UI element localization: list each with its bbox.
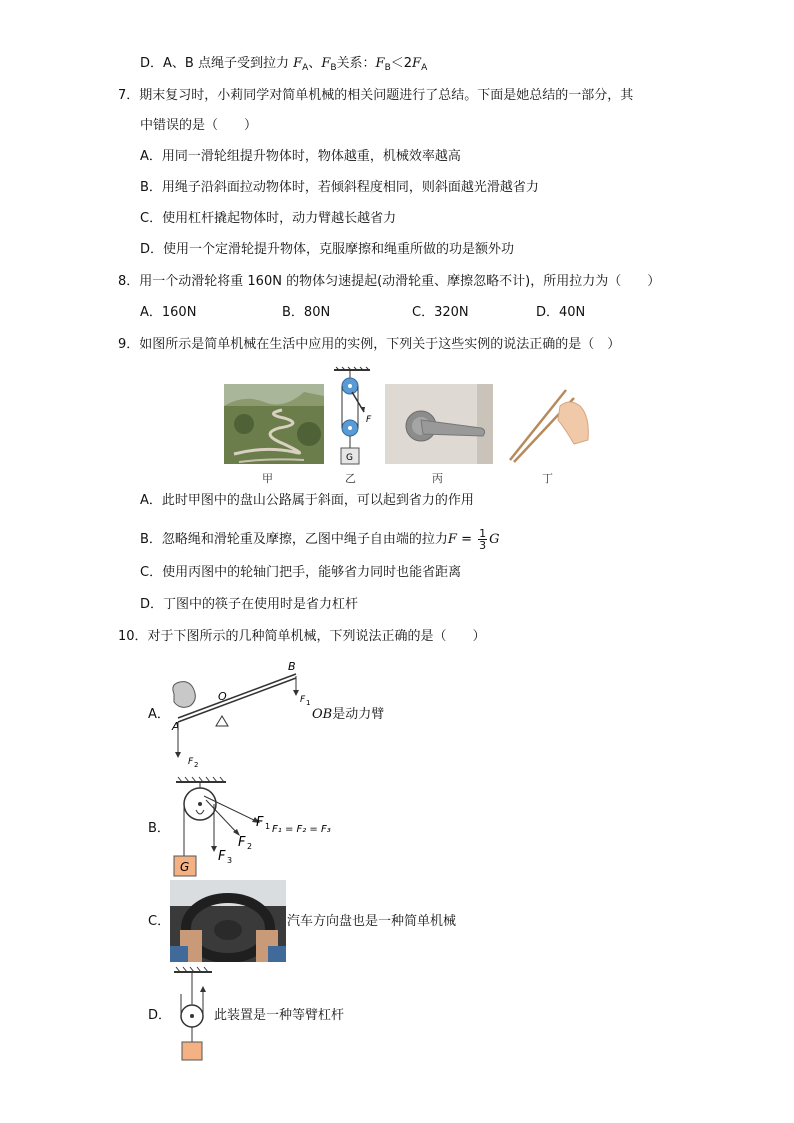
- q9-caption-yi: 乙: [345, 472, 356, 485]
- q10-a-lever-diagram: [166, 656, 316, 771]
- q9-option-c: C．使用丙图中的轮轴门把手，能够省力同时也能省距离: [140, 565, 462, 580]
- q9-option-a: A．此时甲图中的盘山公路属于斜面，可以起到省力的作用: [140, 493, 474, 508]
- q10-a-f2-sub: 2: [194, 761, 199, 769]
- q8-option-a: A．160N: [140, 305, 197, 320]
- q9-fig-g-label: G: [346, 453, 353, 463]
- q10-a-f1-label: F: [300, 695, 306, 705]
- q10-stem: 10．对于下图所示的几种简单机械，下列说法正确的是（ ）: [118, 629, 486, 644]
- q9-caption-bing: 丙: [432, 472, 443, 485]
- q8-option-c: C．320N: [412, 305, 469, 320]
- q9-fig-ding-chopsticks: [504, 384, 592, 464]
- q9-fig-yi-pulley: [330, 366, 380, 466]
- q10-b-pulley-diagram: [170, 774, 350, 878]
- q6-d-text: A、B 点绳子受到拉力: [163, 56, 294, 71]
- q6-d-fa-sub: A: [302, 63, 309, 73]
- q10-b-f2-sub: 2: [247, 842, 253, 851]
- q6-d-fb-sub: B: [330, 63, 337, 73]
- q9-b-g: G: [489, 532, 500, 547]
- q8-option-d: D．40N: [536, 305, 586, 320]
- q10-a-desc: 是动力臂: [332, 707, 385, 722]
- q9-b-eq: =: [456, 532, 477, 547]
- q10-d-text: 此装置是一种等臂杠杆: [214, 1008, 345, 1023]
- q10-c-label: C．: [148, 914, 171, 929]
- q10-a-a-label: A: [172, 720, 180, 733]
- q9-b-f: F: [447, 532, 457, 547]
- q10-a-text: [312, 706, 384, 724]
- q10-a-label: A．: [148, 707, 170, 722]
- q10-b-f3-label: F: [218, 849, 226, 864]
- q9-fig-bing-door-handle: [385, 384, 493, 464]
- q10-c-text: 汽车方向盘也是一种简单机械: [287, 914, 457, 929]
- q7-stem-line1: 7．期末复习时，小莉同学对简单机械的相关问题进行了总结。下面是她总结的一部分，其: [118, 88, 634, 103]
- q9-option-d: D．丁图中的筷子在使用时是省力杠杆: [140, 597, 359, 612]
- q6-d-rel-expr: F: [375, 56, 385, 71]
- q6-d-fb: F: [321, 56, 331, 71]
- q9-fig-f-label: F: [366, 415, 372, 425]
- q6-d-rel: 关系：: [336, 56, 376, 71]
- q7-option-c: C．使用杠杆撬起物体时，动力臂越长越省力: [140, 211, 397, 226]
- q10-a-o-label: O: [218, 690, 227, 703]
- q9-b-text: B．忽略绳和滑轮重及摩擦，乙图中绳子自由端的拉力: [140, 532, 448, 547]
- q6-d-sep: 、: [308, 56, 322, 71]
- q7-option-a: A．用同一滑轮组提升物体时，物体越重，机械效率越高: [140, 149, 461, 164]
- q9-caption-ding: 丁: [542, 472, 553, 485]
- q10-d-pulley-diagram: [172, 964, 218, 1064]
- q10-c-steering-wheel-photo: [170, 880, 286, 962]
- q10-b-f2-label: F: [238, 835, 246, 850]
- q7-option-b: B．用绳子沿斜面拉动物体时，若倾斜程度相同，则斜面越光滑越省力: [140, 180, 539, 195]
- q10-a-ob: OB: [312, 707, 333, 722]
- q6-d-rel-sub2: A: [421, 63, 428, 73]
- q6-d-prefix: D．: [140, 56, 164, 71]
- q6-d-fa: F: [293, 56, 303, 71]
- q9-stem: 9．如图所示是简单机械在生活中应用的实例，下列关于这些实例的说法正确的是（ ）: [118, 337, 621, 352]
- q9-option-b: [140, 528, 500, 551]
- q6-d-rel-expr2: F: [412, 56, 422, 71]
- q6-d-rel-sub: B: [384, 63, 391, 73]
- q6-d-rel-op: ＜2: [390, 56, 413, 71]
- q7-stem-line2: 中错误的是（ ）: [140, 118, 258, 133]
- q10-d-label: D．: [148, 1008, 172, 1023]
- q9-fig-jia-mountain-road: [224, 384, 324, 464]
- q9-caption-jia: 甲: [262, 472, 273, 485]
- q10-a-f2-label: F: [188, 757, 194, 767]
- q10-a-f1-sub: 1: [306, 699, 311, 707]
- q10-b-label: B．: [148, 821, 170, 836]
- q10-b-f1-sub: 1: [265, 822, 271, 831]
- q10-b-f3-sub: 3: [227, 856, 233, 865]
- q8-stem: 8．用一个动滑轮将重 160N 的物体匀速提起(动滑轮重、摩擦忽略不计)，所用拉力为（ ）: [118, 274, 661, 289]
- q10-b-g-label: G: [180, 860, 190, 874]
- q7-option-d: D．使用一个定滑轮提升物体，克服摩擦和绳重所做的功是额外功: [140, 242, 515, 257]
- q9-b-den: 3: [479, 539, 487, 552]
- q9-b-fraction: [478, 528, 487, 551]
- q10-a-b-label: B: [288, 660, 296, 673]
- q10-b-f1-label: F: [256, 815, 264, 830]
- q6-option-d: [140, 55, 427, 77]
- q10-b-relation: F₁ = F₂ = F₃: [272, 824, 331, 835]
- q9-b-num: 1: [479, 527, 487, 540]
- q8-option-b: B．80N: [282, 305, 331, 320]
